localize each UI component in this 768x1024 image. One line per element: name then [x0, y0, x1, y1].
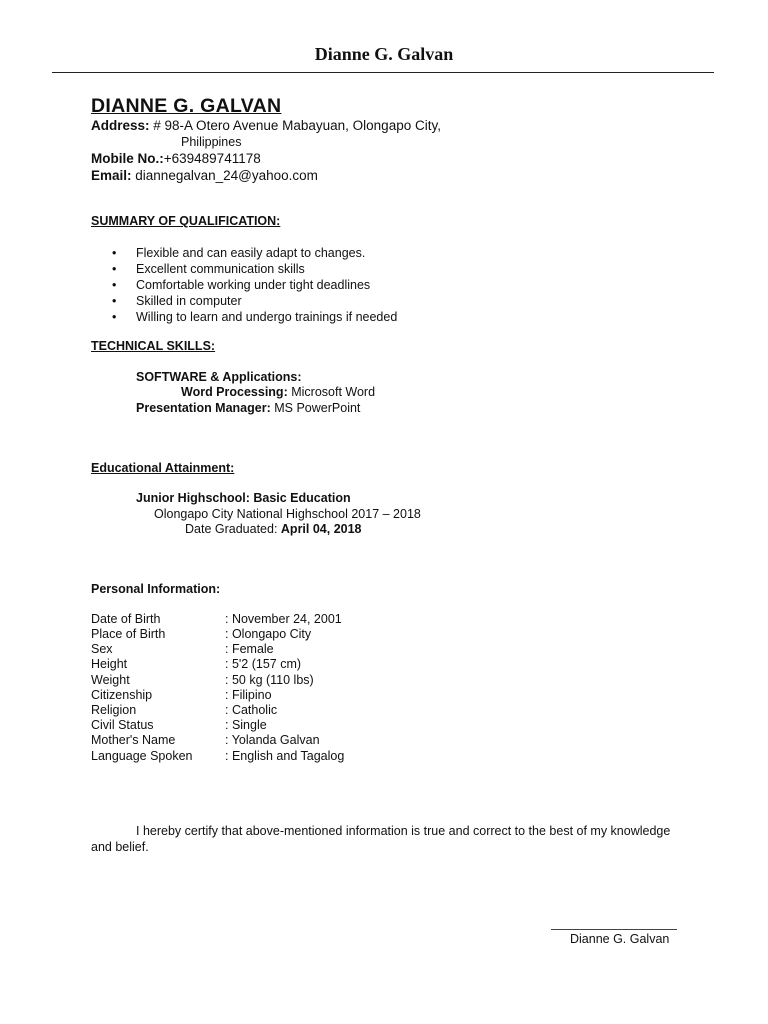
education-level: Junior Highschool: Basic Education [136, 491, 351, 505]
personal-row [91, 673, 314, 688]
list-item-text: Flexible and can easily adapt to changes. [136, 246, 366, 260]
list-item [112, 293, 397, 309]
word-processing-value: Microsoft Word [291, 385, 376, 399]
personal-row [91, 749, 344, 764]
presentation-label: Presentation Manager: [136, 401, 271, 415]
address-line [91, 118, 441, 133]
personal-row-label: Sex [91, 642, 113, 656]
personal-row [91, 657, 301, 672]
personal-row-value: : November 24, 2001 [225, 612, 342, 626]
list-item-text: Willing to learn and undergo trainings if needed [136, 310, 398, 324]
resume-name: DIANNE G. GALVAN [91, 95, 282, 117]
graduation-label: Date Graduated: [185, 522, 278, 536]
software-label: SOFTWARE & Applications: [136, 370, 302, 384]
personal-heading: Personal Information: [91, 582, 221, 596]
certification-line-2: and belief. [91, 840, 149, 854]
email-label: Email: [91, 168, 132, 183]
list-item [112, 309, 397, 325]
word-processing-label: Word Processing: [181, 385, 288, 399]
header-divider [52, 72, 714, 73]
graduation-date: April 04, 2018 [280, 522, 362, 536]
list-item-text: Comfortable working under tight deadlines [136, 278, 371, 292]
address-value: # 98-A Otero Avenue Mabayuan, Olongapo City, [153, 118, 441, 133]
technical-heading: TECHNICAL SKILLS: [91, 339, 216, 353]
personal-row-label: Height [91, 657, 128, 671]
personal-row-value: : Single [225, 718, 267, 732]
summary-heading: SUMMARY OF QUALIFICATION: [91, 214, 281, 228]
list-item-text: Excellent communication skills [136, 262, 305, 276]
personal-row-label: Citizenship [91, 688, 153, 702]
signature-line [551, 929, 677, 930]
graduation-line [185, 522, 362, 536]
bullet-icon: • [112, 246, 117, 260]
personal-row-label: Weight [91, 673, 130, 687]
education-heading: Educational Attainment: [91, 461, 235, 475]
personal-row [91, 627, 311, 642]
mobile-value: +639489741178 [163, 151, 261, 166]
list-item-text: Skilled in computer [136, 294, 242, 308]
email-line [91, 168, 318, 183]
personal-row-value: : Female [225, 642, 274, 656]
personal-row-value: : Filipino [225, 688, 272, 702]
presentation-value: MS PowerPoint [274, 401, 361, 415]
personal-row [91, 733, 320, 748]
personal-row-label: Language Spoken [91, 749, 193, 763]
summary-list [112, 245, 397, 325]
document-header-name: Dianne G. Galvan [314, 44, 454, 64]
email-value: diannegalvan_24@yahoo.com [135, 168, 318, 183]
address-country: Philippines [181, 135, 242, 149]
personal-row-label: Mother's Name [91, 733, 176, 747]
bullet-icon: • [112, 294, 117, 308]
mobile-label: Mobile No.: [91, 151, 164, 166]
personal-row-value: : 5'2 (157 cm) [225, 657, 302, 671]
personal-row [91, 703, 277, 718]
mobile-line [91, 151, 261, 166]
bullet-icon: • [112, 262, 117, 276]
personal-row [91, 688, 272, 703]
bullet-icon: • [112, 278, 117, 292]
personal-row-value: : English and Tagalog [225, 749, 345, 763]
list-item [112, 261, 397, 277]
education-school: Olongapo City National Highschool 2017 – 2018 [154, 507, 421, 521]
personal-row-value: : Yolanda Galvan [225, 733, 320, 747]
personal-row [91, 642, 274, 657]
personal-row-label: Religion [91, 703, 137, 717]
personal-row-value: : 50 kg (110 lbs) [225, 673, 314, 687]
word-processing-line [181, 385, 375, 399]
personal-row-value: : Olongapo City [225, 627, 312, 641]
personal-row [91, 612, 342, 627]
personal-row [91, 718, 267, 733]
list-item [112, 245, 397, 261]
list-item [112, 277, 397, 293]
personal-row-label: Civil Status [91, 718, 154, 732]
certification-line-1: I hereby certify that above-mentioned information is true and correct to the best of my knowledge [136, 824, 671, 838]
personal-row-label: Date of Birth [91, 612, 161, 626]
address-label: Address: [91, 118, 150, 133]
presentation-line [136, 401, 360, 415]
signature-name: Dianne G. Galvan [570, 932, 670, 946]
personal-row-value: : Catholic [225, 703, 278, 717]
bullet-icon: • [112, 310, 117, 324]
personal-row-label: Place of Birth [91, 627, 166, 641]
